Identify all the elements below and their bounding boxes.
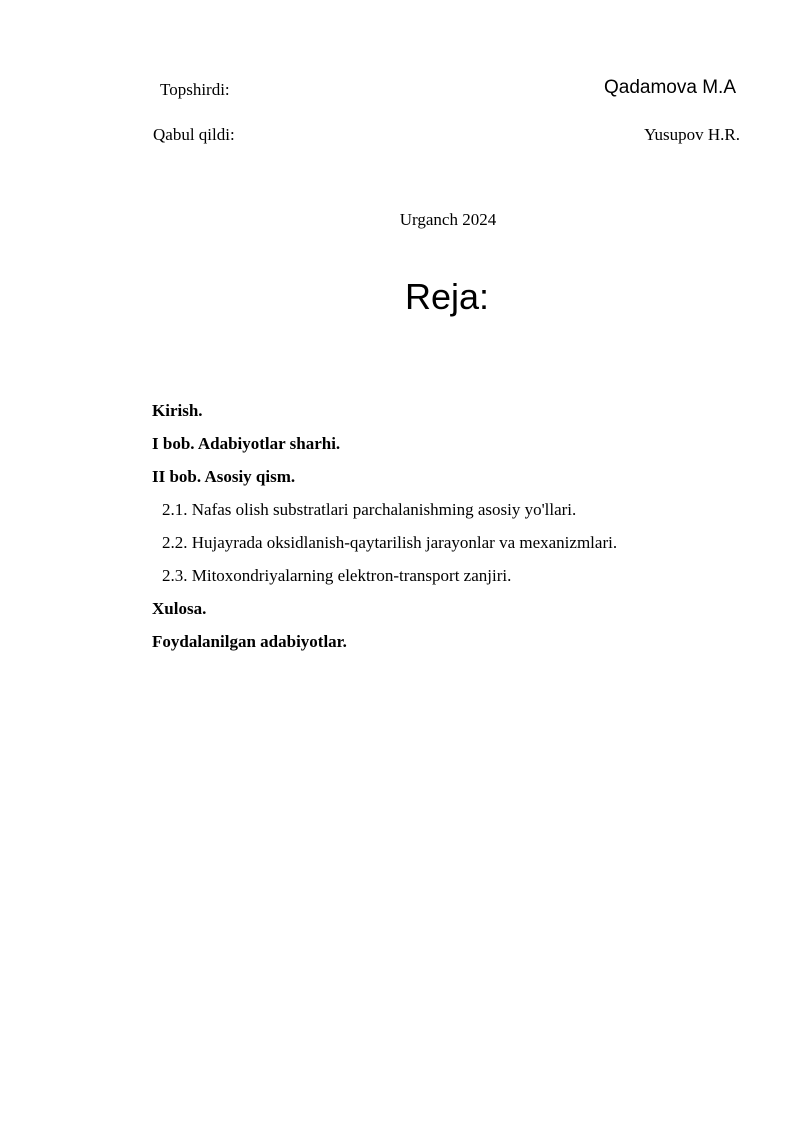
- submitted-by-name: Qadamova M.A: [604, 77, 736, 98]
- plan-title: Reja:: [404, 276, 490, 317]
- toc-item-chapter-1: I bob. Adabiyotlar sharhi.: [152, 434, 341, 453]
- received-by-label: Qabul qildi:: [153, 125, 235, 144]
- toc-item-introduction: Kirish.: [152, 401, 203, 420]
- table-of-contents: [152, 400, 617, 664]
- received-by-name: Yusupov H.R.: [644, 125, 740, 144]
- toc-item-references: Foydalanilgan adabiyotlar.: [152, 632, 347, 651]
- city-year: Urganch 2024: [399, 210, 497, 229]
- toc-item-conclusion: Xulosa.: [152, 599, 207, 618]
- submitted-by-label: Topshirdi:: [160, 80, 230, 99]
- toc-item-section-2-1: 2.1. Nafas olish substratlari parchalanishming asosiy yo'llari.: [162, 500, 577, 519]
- toc-item-section-2-3: 2.3. Mitoxondriyalarning elektron-transport zanjiri.: [162, 566, 512, 585]
- toc-item-section-2-2: 2.2. Hujayrada oksidlanish-qaytarilish jarayonlar va mexanizmlari.: [162, 533, 618, 552]
- toc-item-chapter-2: II bob. Asosiy qism.: [152, 467, 296, 486]
